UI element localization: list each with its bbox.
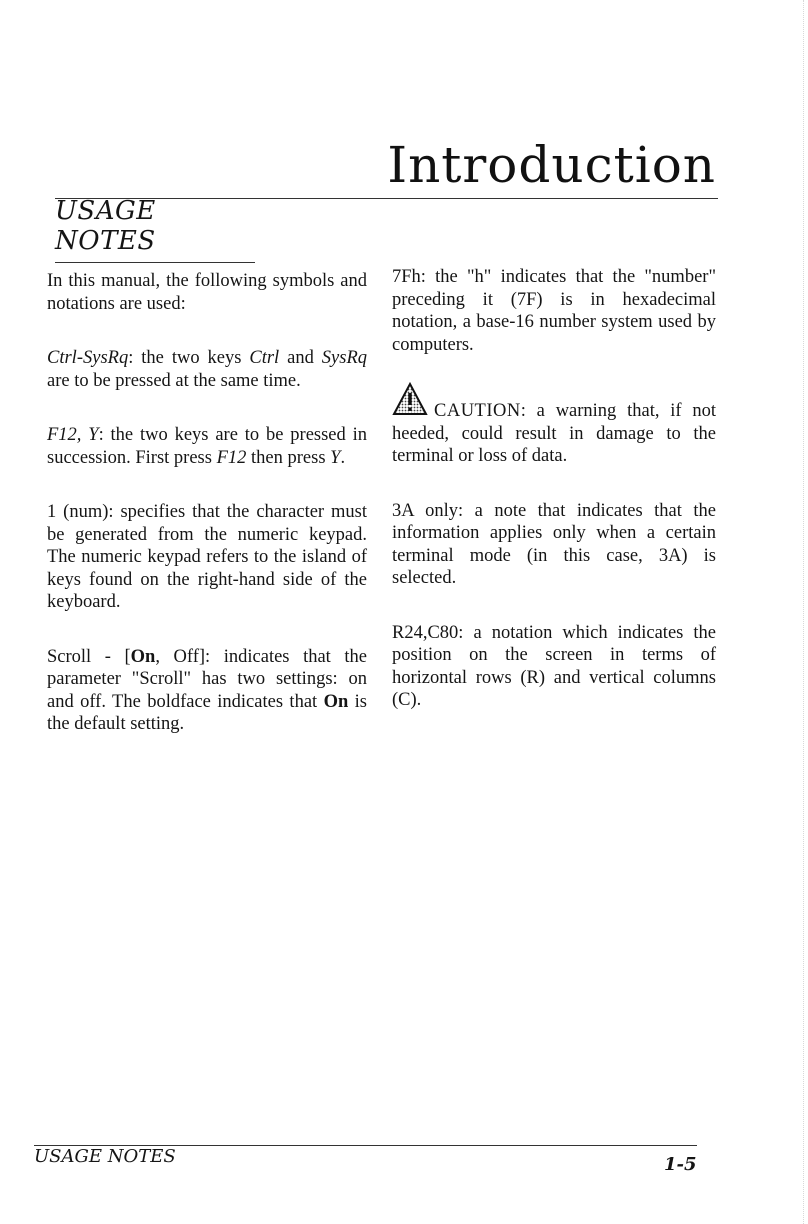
screen-position-note: R24,C80: a notation which indicates the position on the screen in terms of horizontal rows (R) and vertical columns (C). xyxy=(392,622,716,710)
left-column xyxy=(47,270,367,768)
sysrq-key: SysRq xyxy=(321,348,367,368)
caution-text: : a warning that, if not heeded, could result in damage to the terminal or loss of data. xyxy=(392,401,716,466)
scroll-text-2: , Off]: indicates that the parameter "Scroll" has two settings: on and off. The boldface indicates that xyxy=(47,646,367,712)
ctrl-key: Ctrl xyxy=(249,348,280,368)
hex-note: 7Fh: the "h" indicates that the "number" preceding it (7F) is in hexadecimal notation, a base-16 number system used by computers. xyxy=(392,267,716,355)
f12-text-3: . xyxy=(340,447,346,468)
terminal-mode-note: 3A only: a note that indicates that the information applies only when a certain terminal mode (in this case, 3A) is selected. xyxy=(392,500,716,588)
ctrl-text-2: and xyxy=(279,348,322,368)
ctrl-sysrq-term: Ctrl-SysRq xyxy=(47,348,129,368)
caution-word: CAUTION xyxy=(434,401,521,421)
ctrl-text-1: : the two keys xyxy=(128,348,250,368)
f12-key: F12 xyxy=(216,447,247,468)
f12-text-1: : the two keys are to be pressed in succession. First press xyxy=(47,425,367,468)
scroll-bold-on: On xyxy=(130,646,156,667)
scroll-bold-default: On xyxy=(323,691,349,712)
scan-edge-line xyxy=(803,0,804,1224)
scroll-text-3: is the default setting. xyxy=(47,691,367,734)
scroll-note xyxy=(47,646,367,736)
footer-section-label: USAGE NOTES xyxy=(34,1146,176,1167)
scroll-text-1: Scroll - [ xyxy=(47,646,131,667)
right-column xyxy=(392,266,716,744)
warning-triangle-icon xyxy=(392,382,428,416)
page-number: 1-5 xyxy=(664,1154,697,1175)
f12-y-term: F12, Y xyxy=(47,425,99,445)
intro-paragraph: In this manual, the following symbols and notations are used: xyxy=(47,271,367,314)
ctrl-text-3: are to be pressed at the same time. xyxy=(47,370,301,391)
chapter-title: Introduction xyxy=(387,136,716,194)
f12-y-note xyxy=(47,424,367,469)
numeric-keypad-note: 1 (num): specifies that the character must be generated from the numeric keypad. The numeric keypad refers to the island of keys found on the right-hand side of the keyboard. xyxy=(47,502,367,612)
y-key: Y xyxy=(330,447,341,468)
f12-text-2: then press xyxy=(246,447,331,468)
section-heading: USAGE NOTES xyxy=(55,196,255,263)
ctrl-sysrq-note xyxy=(47,347,367,392)
caution-note xyxy=(392,382,716,468)
